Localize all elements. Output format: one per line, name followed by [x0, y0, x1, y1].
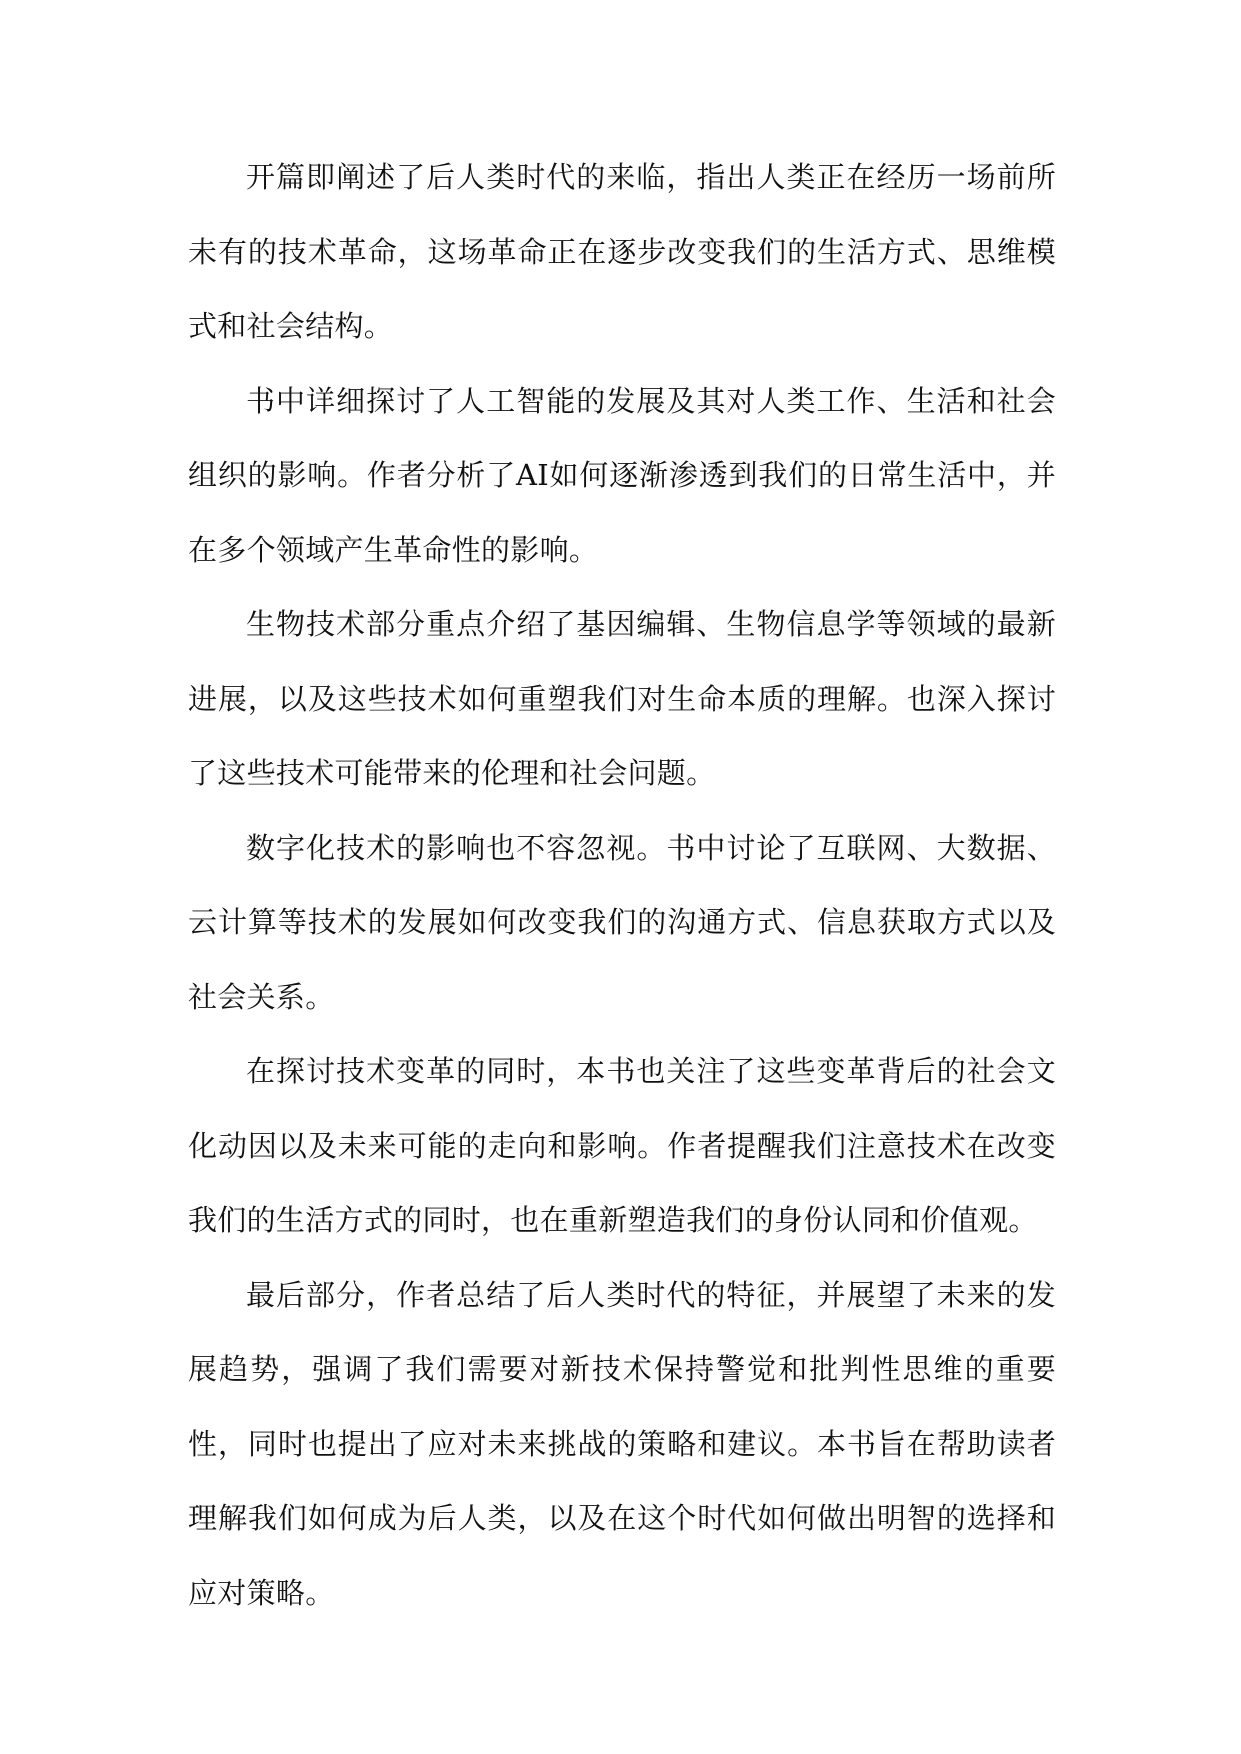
paragraph-ai: 书中详细探讨了人工智能的发展及其对人类工作、生活和社会组织的影响。作者分析了AI如何逐渐渗透到我们的日常生活中，并在多个领域产生革命性的影响。	[188, 383, 1056, 567]
paragraph-conclusion: 最后部分，作者总结了后人类时代的特征，并展望了未来的发展趋势，强调了我们需要对新技术保持警觉和批判性思维的重要性，同时也提出了应对未来挑战的策略和建议。本书旨在帮助读者理解我们如何成为后人类，以及在这个时代如何做出明智的选择和应对策略。	[188, 1277, 1056, 1610]
paragraph-digital: 数字化技术的影响也不容忽视。书中讨论了互联网、大数据、云计算等技术的发展如何改变我们的沟通方式、信息获取方式以及社会关系。	[188, 830, 1056, 1014]
document-body	[188, 140, 1056, 1630]
paragraph-biotech: 生物技术部分重点介绍了基因编辑、生物信息学等领域的最新进展，以及这些技术如何重塑我们对生命本质的理解。也深入探讨了这些技术可能带来的伦理和社会问题。	[188, 607, 1056, 790]
paragraph-culture: 在探讨技术变革的同时，本书也关注了这些变革背后的社会文化动因以及未来可能的走向和影响。作者提醒我们注意技术在改变我们的生活方式的同时，也在重新塑造我们的身份认同和价值观。	[188, 1054, 1056, 1237]
paragraph-intro: 开篇即阐述了后人类时代的来临，指出人类正在经历一场前所未有的技术革命，这场革命正在逐步改变我们的生活方式、思维模式和社会结构。	[188, 160, 1056, 343]
